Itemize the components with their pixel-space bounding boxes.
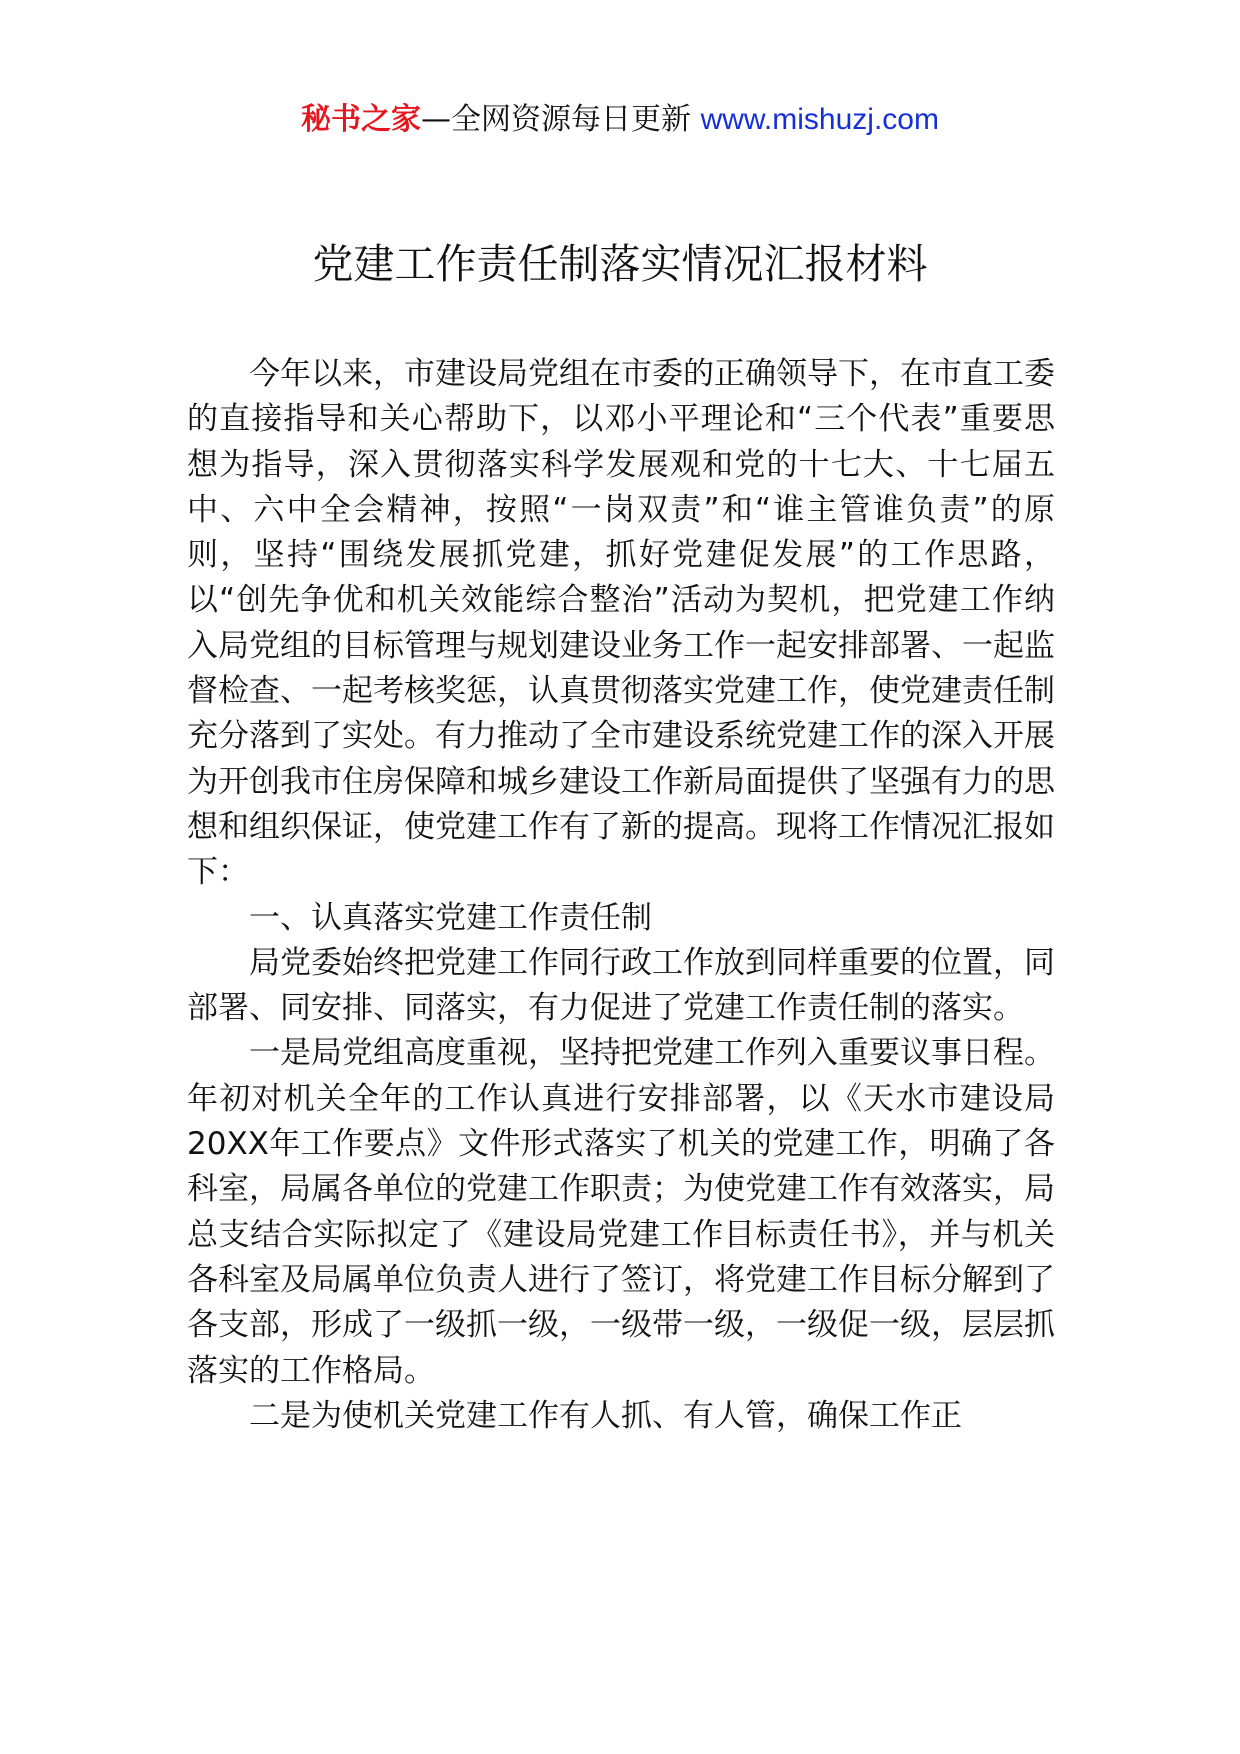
paragraph-point-1: 一是局党组高度重视，坚持把党建工作列入重要议事日程。年初对机关全年的工作认真进行安排部署，以《天水市建设局20XX年工作要点》文件形式落实了机关的党建工作，明确了各科室，局属各单位的党建工作职责；为使党建工作有效落实，局总支结合实际拟定了《建设局党建工作目标责任书》，并与机关各科室及局属单位负责人进行了签订，将党建工作目标分解到了各支部，形成了一级抓一级，一级带一级，一级促一级，层层抓落实的工作格局。 — [187, 1035, 1055, 1389]
paragraph-section-1: 局党委始终把党建工作同行政工作放到同样重要的位置，同部署、同安排、同落实，有力促进了党建工作责任制的落实。 — [187, 944, 1055, 1027]
site-header — [0, 100, 1240, 140]
paragraph-point-2: 二是为使机关党建工作有人抓、有人管，确保工作正 — [249, 1397, 962, 1434]
section-heading-1: 一、认真落实党建工作责任制 — [249, 899, 652, 936]
header-slogan: —全网资源每日更新 — [421, 102, 701, 137]
document-title: 党建工作责任制落实情况汇报材料 — [312, 240, 928, 288]
document-body — [187, 352, 1055, 1439]
paragraph-intro: 今年以来，市建设局党组在市委的正确领导下，在市直工委的直接指导和关心帮助下，以邓小平理论和“三个代表”重要思想为指导，深入贯彻落实科学发展观和党的十七大、十七届五中、六中全会精神，按照“一岗双责”和“谁主管谁负责”的原则，坚持“围绕发展抓党建，抓好党建促发展”的工作思路，以“创先争优和机关效能综合整治”活动为契机，把党建工作纳入局党组的目标管理与规划建设业务工作一起安排部署、一起监督检查、一起考核奖惩，认真贯彻落实党建工作，使党建责任制充分落到了实处。有力推动了全市建设系统党建工作的深入开展为开创我市住房保障和城乡建设工作新局面提供了坚强有力的思想和组织保证，使党建工作有了新的提高。现将工作情况汇报如下： — [187, 356, 1055, 891]
brand-name: 秘书之家 — [301, 102, 422, 137]
site-url-link[interactable]: www.mishuzj.com — [700, 103, 939, 136]
